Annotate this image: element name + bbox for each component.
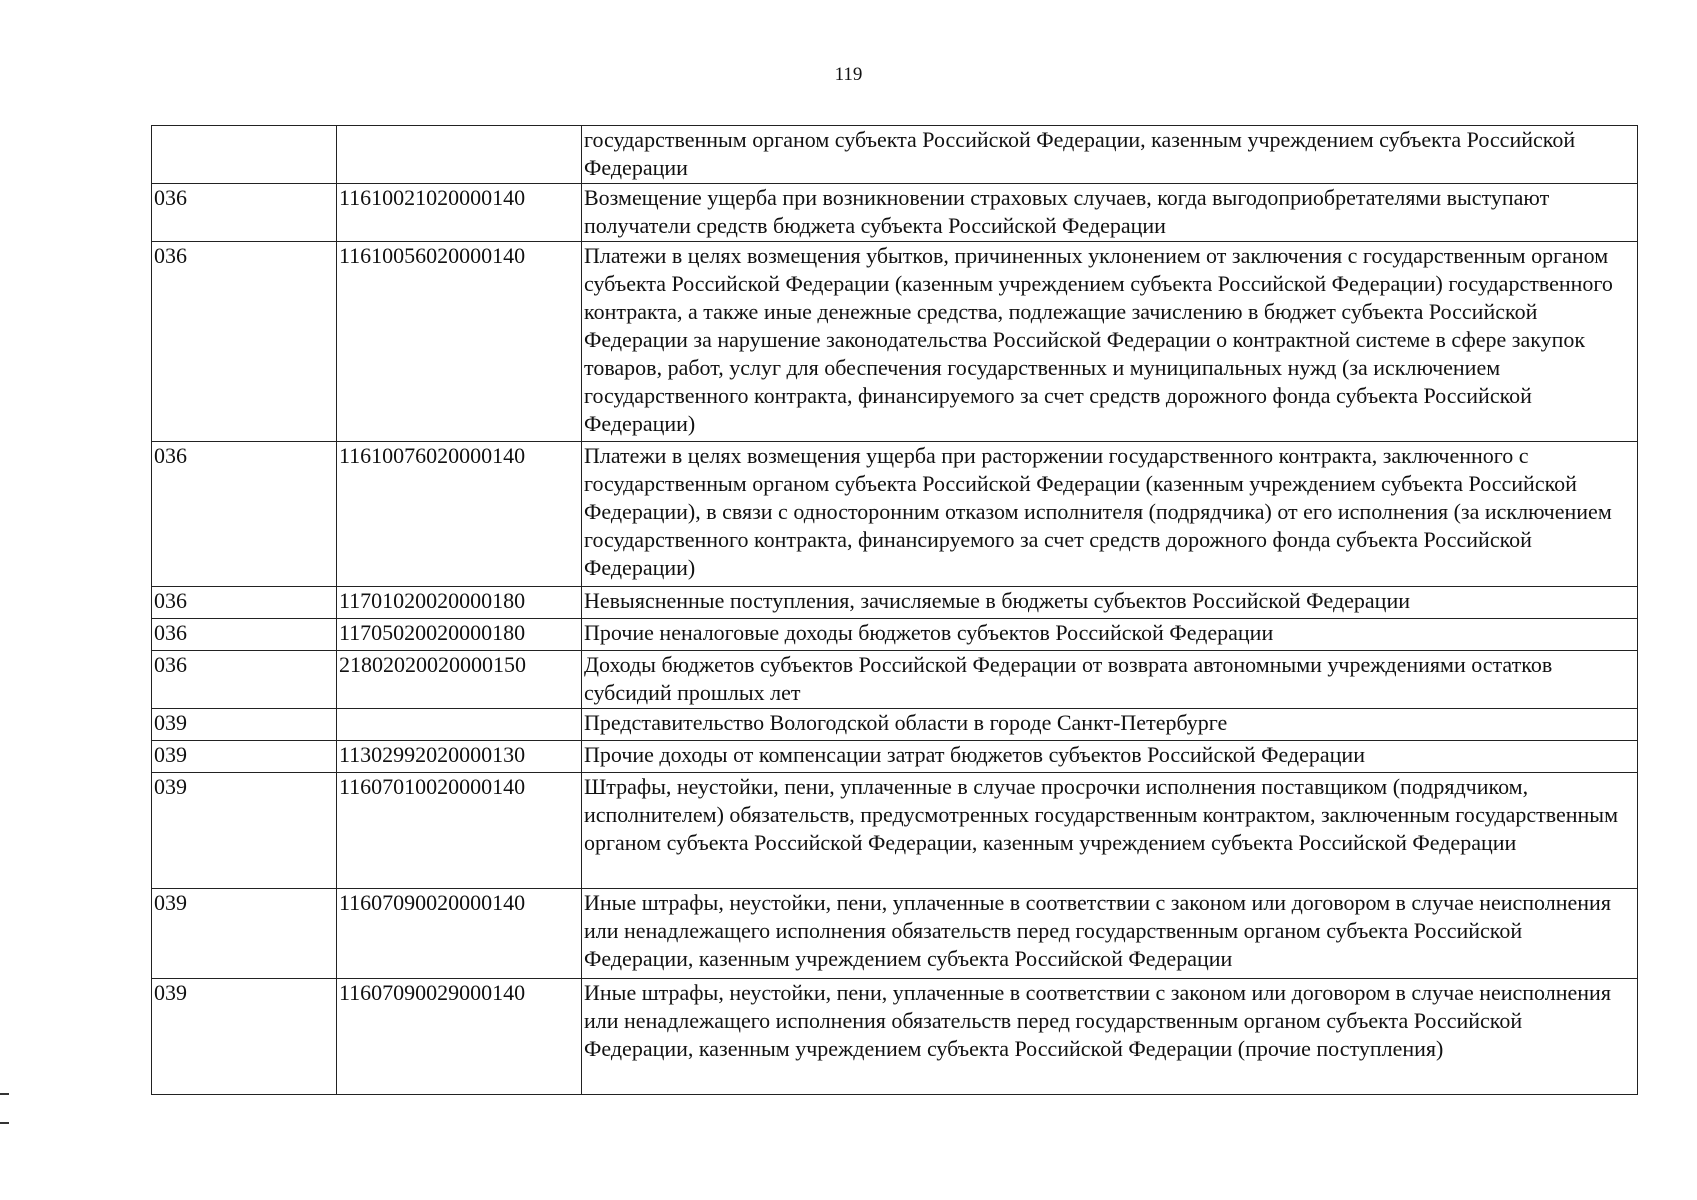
table-row [152, 773, 1638, 889]
budget-code-cell: 11607010020000140 [337, 773, 582, 889]
description-cell: Иные штрафы, неустойки, пени, уплаченные в соответствии с законом или договором в случае неисполнения или ненадлежащего исполнения обязательств перед государственным органом субъекта Российской Федерации, казенным учреждением субъекта Российской Федерации (прочие поступления) [582, 979, 1638, 1095]
table-row [152, 184, 1638, 242]
description-cell: Платежи в целях возмещения убытков, причиненных уклонением от заключения с государственным органом субъекта Российской Федерации (казенным учреждением субъекта Российской Федерации) государственного контракта, а также иные денежные средства, подлежащие зачислению в бюджет субъекта Российской Федерации за нарушение законодательства Российской Федерации о контрактной системе в сфере закупок товаров, работ, услуг для обеспечения государственных и муниципальных нужд (за исключением государственного контракта, финансируемого за счет средств дорожного фонда субъекта Российской Федерации) [582, 242, 1638, 442]
admin-code-cell: 039 [152, 709, 337, 741]
description-cell: Платежи в целях возмещения ущерба при расторжении государственного контракта, заключенного с государственным органом субъекта Российской Федерации (казенным учреждением субъекта Российской Федерации), в связи с односторонним отказом исполнителя (подрядчика) от его исполнения (за исключением государственного контракта, финансируемого за счет средств дорожного фонда субъекта Российской Федерации) [582, 442, 1638, 587]
description-cell: Доходы бюджетов субъектов Российской Федерации от возврата автономными учреждениями остатков субсидий прошлых лет [582, 651, 1638, 709]
budget-code-cell: 11610021020000140 [337, 184, 582, 242]
admin-code-cell: 039 [152, 741, 337, 773]
table-row [152, 242, 1638, 442]
description-cell: Штрафы, неустойки, пени, уплаченные в случае просрочки исполнения поставщиком (подрядчиком, исполнителем) обязательств, предусмотренных государственным контрактом, заключенным государственным органом субъекта Российской Федерации, казенным учреждением субъекта Российской Федерации [582, 773, 1638, 889]
budget-code-cell: 11607090020000140 [337, 889, 582, 979]
table-row [152, 979, 1638, 1095]
table-row [152, 889, 1638, 979]
admin-code-cell: 036 [152, 619, 337, 651]
admin-code-cell: 036 [152, 442, 337, 587]
description-cell: Возмещение ущерба при возникновении страховых случаев, когда выгодоприобретателями выступают получатели средств бюджета субъекта Российской Федерации [582, 184, 1638, 242]
admin-code-cell: 036 [152, 587, 337, 619]
budget-code-cell: 11705020020000180 [337, 619, 582, 651]
page-number: 119 [834, 64, 863, 85]
budget-code-cell [337, 709, 582, 741]
scan-edge-mark [0, 1093, 9, 1095]
table-row [152, 442, 1638, 587]
budget-code-cell: 11610076020000140 [337, 442, 582, 587]
description-cell: Представительство Вологодской области в городе Санкт-Петербурге [582, 709, 1638, 741]
revenue-codes-table [151, 125, 1638, 1095]
table-row [152, 741, 1638, 773]
description-cell: Прочие доходы от компенсации затрат бюджетов субъектов Российской Федерации [582, 741, 1638, 773]
description-cell: государственным органом субъекта Российской Федерации, казенным учреждением субъекта Российской Федерации [582, 126, 1638, 184]
admin-code-cell: 039 [152, 979, 337, 1095]
admin-code-cell: 036 [152, 651, 337, 709]
budget-code-cell: 21802020020000150 [337, 651, 582, 709]
table-row [152, 126, 1638, 184]
budget-code-cell [337, 126, 582, 184]
budget-code-cell: 11302992020000130 [337, 741, 582, 773]
description-cell: Иные штрафы, неустойки, пени, уплаченные в соответствии с законом или договором в случае неисполнения или ненадлежащего исполнения обязательств перед государственным органом субъекта Российской Федерации, казенным учреждением субъекта Российской Федерации [582, 889, 1638, 979]
admin-code-cell: 039 [152, 773, 337, 889]
table-row [152, 651, 1638, 709]
budget-code-cell: 11607090029000140 [337, 979, 582, 1095]
budget-code-cell: 11610056020000140 [337, 242, 582, 442]
description-cell: Прочие неналоговые доходы бюджетов субъектов Российской Федерации [582, 619, 1638, 651]
scan-edge-mark [0, 1122, 9, 1124]
admin-code-cell: 039 [152, 889, 337, 979]
admin-code-cell: 036 [152, 242, 337, 442]
table-row [152, 619, 1638, 651]
budget-code-cell: 11701020020000180 [337, 587, 582, 619]
admin-code-cell: 036 [152, 184, 337, 242]
table-row [152, 709, 1638, 741]
admin-code-cell [152, 126, 337, 184]
description-cell: Невыясненные поступления, зачисляемые в бюджеты субъектов Российской Федерации [582, 587, 1638, 619]
table-row [152, 587, 1638, 619]
